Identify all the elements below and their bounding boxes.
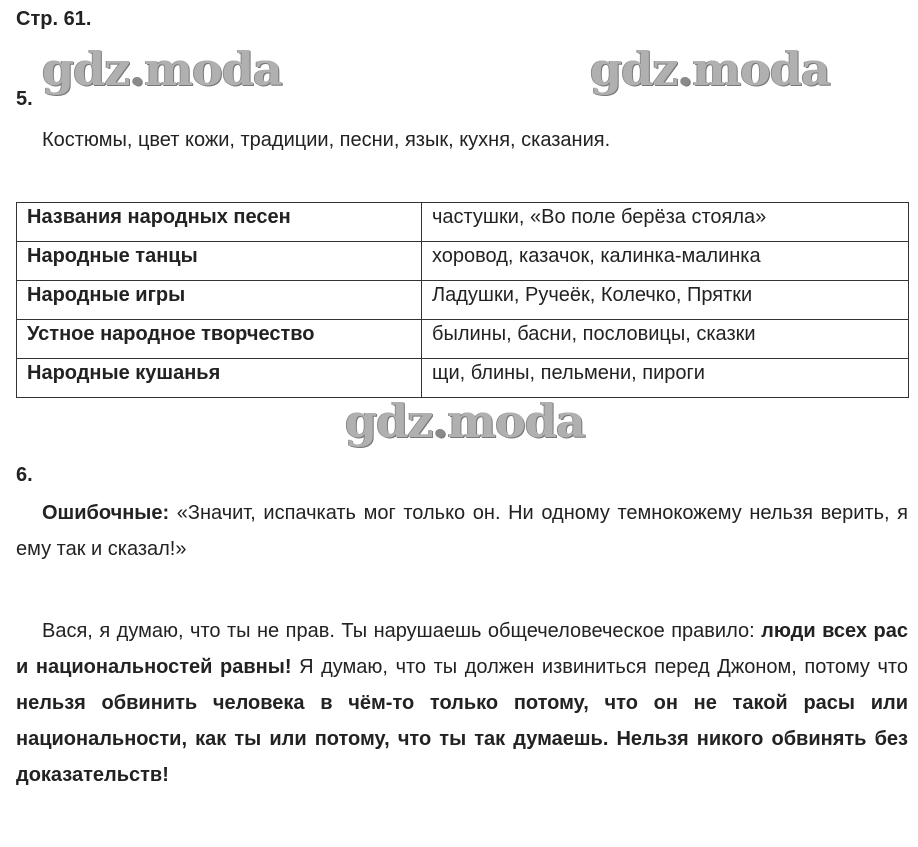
task-6-number: 6. — [16, 464, 33, 486]
table-row — [17, 359, 909, 398]
table-label-cell: Народные танцы — [17, 242, 422, 281]
table-value-cell: былины, басни, пословицы, сказки — [422, 320, 909, 359]
table-value-cell: Ладушки, Ручеёк, Колечко, Прятки — [422, 281, 909, 320]
watermark-logo: gdz.moda — [590, 42, 830, 96]
watermark-logo: gdz.moda — [42, 42, 282, 96]
table-label-cell: Народные кушанья — [17, 359, 422, 398]
table-label-cell: Народные игры — [17, 281, 422, 320]
page-reference: Стр. 61. — [16, 8, 92, 30]
answer-paragraph: Вася, я думаю, что ты не прав. Ты нарушаешь общечеловеческое правило: люди всех рас и национальностей равны! Я думаю, что ты должен извиниться перед Джоном, потому что нельзя обвинить человека в чём-то только потому, что он не такой расы или национальности, как ты или потому, что ты так думаешь. Нельзя никого обвинять без доказательств! — [16, 620, 908, 786]
table-label-cell: Устное народное творчество — [17, 320, 422, 359]
erroneous-statement-paragraph — [16, 495, 908, 567]
folk-culture-table — [16, 202, 909, 398]
table-row — [17, 320, 909, 359]
table-value-cell: щи, блины, пельмени, пироги — [422, 359, 909, 398]
table-row — [17, 203, 909, 242]
table-row — [17, 281, 909, 320]
table-row — [17, 242, 909, 281]
table-label-cell: Названия народных песен — [17, 203, 422, 242]
watermark-logo: gdz.moda — [345, 394, 585, 448]
table-value-cell: частушки, «Во поле берёза стояла» — [422, 203, 909, 242]
erroneous-label: Ошибочные: — [42, 502, 170, 524]
task-5-intro: Костюмы, цвет кожи, традиции, песни, язык, кухня, сказания. — [42, 129, 611, 151]
table-value-cell: хоровод, казачок, калинка-малинка — [422, 242, 909, 281]
task-5-number: 5. — [16, 88, 33, 110]
erroneous-quote: «Значит, испачкать мог только он. Ни одному темнокожему нельзя верить, я ему так и сказал!» — [16, 502, 908, 560]
